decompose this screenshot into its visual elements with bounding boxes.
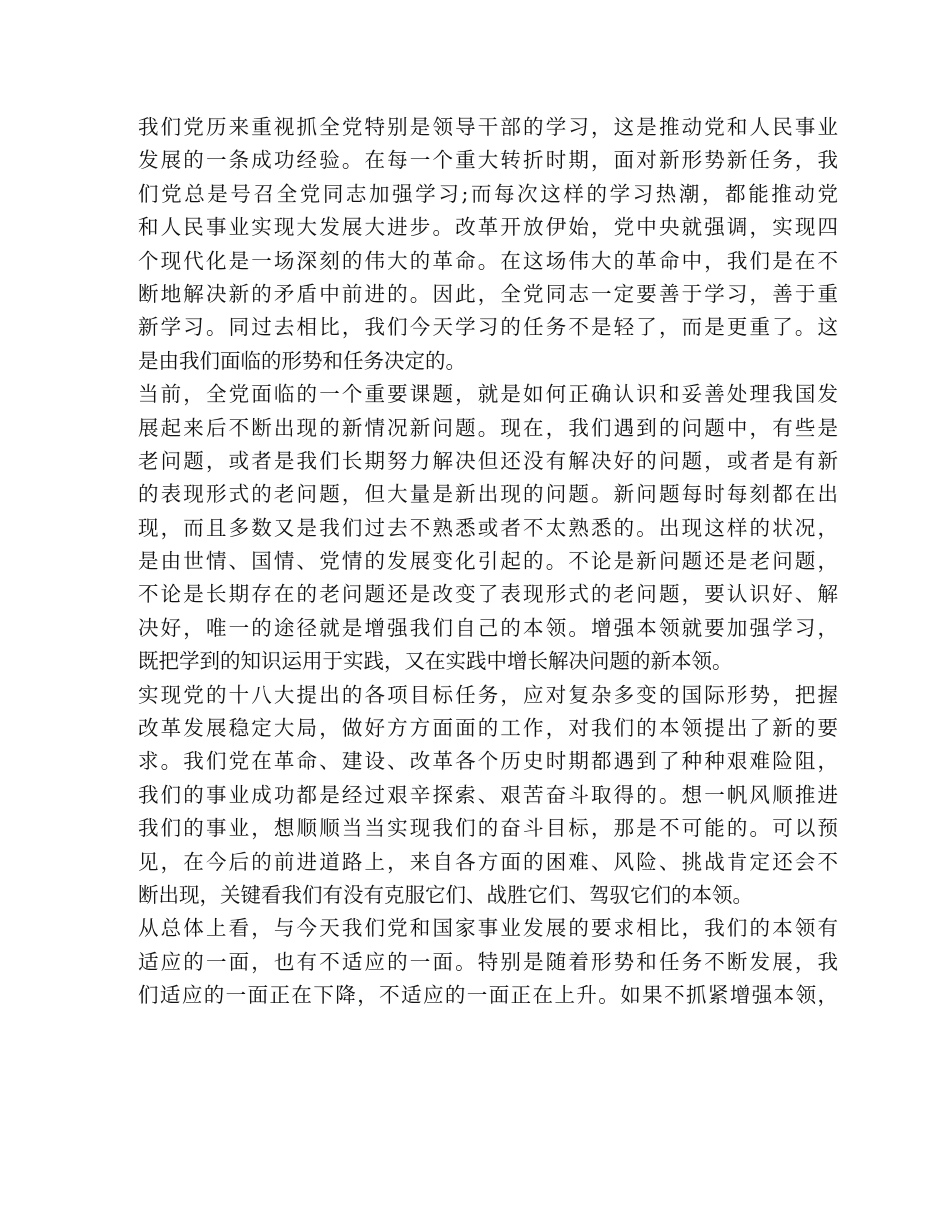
text-line: 既把学到的知识运用于实践，又在实践中增长解决问题的新本领。 — [138, 649, 733, 674]
text-line: 我们的事业，想顺顺当当实现我们的奋斗目标，那是不可能的。可以预 — [138, 816, 838, 841]
text-line: 老问题，或者是我们长期努力解决但还没有解决好的问题，或者是有新 — [138, 448, 838, 473]
text-line: 展起来后不断出现的新情况新问题。现在，我们遇到的问题中，有些是 — [138, 415, 838, 440]
text-line: 求。我们党在革命、建设、改革各个历史时期都遇到了种种艰难险阻， — [138, 749, 838, 774]
text-line: 们适应的一面正在下降，不适应的一面正在上升。如果不抓紧增强本领， — [138, 983, 838, 1008]
text-line: 我们党历来重视抓全党特别是领导干部的学习，这是推动党和人民事业 — [138, 115, 838, 139]
paragraph-3 — [138, 679, 838, 913]
text-line: 发展的一条成功经验。在每一个重大转折时期，面对新形势新任务，我 — [138, 148, 838, 173]
paragraph-2 — [138, 378, 838, 679]
text-line: 从总体上看，与今天我们党和国家事业发展的要求相比，我们的本领有 — [138, 916, 838, 941]
text-line: 新学习。同过去相比，我们今天学习的任务不是轻了，而是更重了。这 — [138, 315, 838, 340]
text-line: 实现党的十八大提出的各项目标任务，应对复杂多变的国际形势，把握 — [138, 682, 838, 707]
text-line: 断地解决新的矛盾中前进的。因此，全党同志一定要善于学习，善于重 — [138, 281, 838, 306]
text-line: 是由我们面临的形势和任务决定的。 — [138, 348, 466, 373]
text-line: 个现代化是一场深刻的伟大的革命。在这场伟大的革命中，我们是在不 — [138, 248, 838, 273]
text-line: 和人民事业实现大发展大进步。改革开放伊始，党中央就强调，实现四 — [138, 215, 838, 240]
text-line: 决好，唯一的途径就是增强我们自己的本领。增强本领就要加强学习， — [138, 615, 838, 640]
text-line: 不论是长期存在的老问题还是改变了表现形式的老问题，要认识好、解 — [138, 582, 838, 607]
text-line: 我们的事业成功都是经过艰辛探索、艰苦奋斗取得的。想一帆风顺推进 — [138, 782, 838, 807]
text-line: 们党总是号召全党同志加强学习;而每次这样的学习热潮，都能推动党 — [138, 181, 838, 206]
text-line: 是由世情、国情、党情的发展变化引起的。不论是新问题还是老问题， — [138, 549, 838, 574]
text-line: 现，而且多数又是我们过去不熟悉或者不太熟悉的。出现这样的状况， — [138, 515, 838, 540]
text-line: 见，在今后的前进道路上，来自各方面的困难、风险、挑战肯定还会不 — [138, 849, 838, 874]
text-line: 的表现形式的老问题，但大量是新出现的问题。新问题每时每刻都在出 — [138, 482, 838, 507]
text-line: 改革发展稳定大局，做好方方面面的工作，对我们的本领提出了新的要 — [138, 716, 838, 741]
text-line: 断出现，关键看我们有没有克服它们、战胜它们、驾驭它们的本领。 — [138, 882, 753, 907]
paragraph-4 — [138, 912, 838, 1012]
text-line: 当前，全党面临的一个重要课题，就是如何正确认识和妥善处理我国发 — [138, 382, 838, 407]
text-line: 适应的一面，也有不适应的一面。特别是随着形势和任务不断发展，我 — [138, 949, 838, 974]
document-body — [138, 111, 838, 1013]
paragraph-1 — [138, 111, 838, 378]
